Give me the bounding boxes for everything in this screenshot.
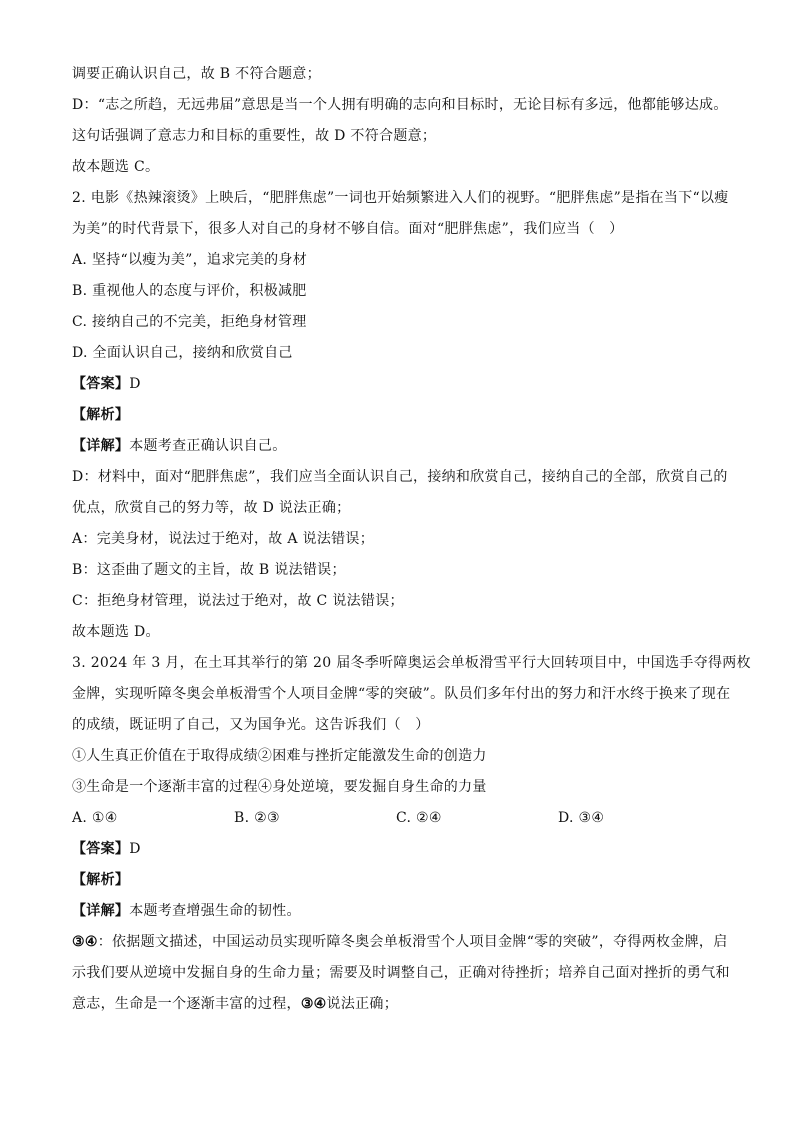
q2-option-c: C. 接纳自己的不完美，拒绝身材管理 (72, 314, 307, 330)
q3-choice-b: B. ②③ (234, 810, 280, 826)
q3-stem-line-2: 金牌，实现听障冬奥会单板滑雪个人项目金牌“零的突破”。队员们多年付出的努力和汗水终于换来了现在 (72, 686, 731, 702)
q2-explanation-4: B：这歪曲了题文的主旨，故 B 说法错误； (72, 562, 346, 578)
explanation-text: 意志，生命是一个逐渐丰富的过程， (72, 996, 301, 1012)
q3-analysis (72, 870, 722, 891)
q2-stem-line-2: 为美”的时代背景下，很多人对自己的身材不够自信。面对“肥胖焦虑”，我们应当（ ） (72, 221, 624, 237)
q3-statements-2: ③生命是一个逐渐丰富的过程④身处逆境，要发掘自身生命的力量 (72, 779, 487, 795)
q2-option-b: B. 重视他人的态度与评价，积极减肥 (72, 283, 307, 299)
q3-choices (72, 808, 722, 829)
q3-answer (72, 839, 722, 860)
q2-option-d: D. 全面认识自己，接纳和欣赏自己 (72, 345, 293, 361)
answer-value: D (129, 376, 141, 392)
q3-choice-a: A. ①④ (72, 810, 118, 826)
answer-tag: 【答案】 (72, 841, 130, 857)
q2-option-a: A. 坚持“以瘦为美”，追求完美的身材 (72, 252, 308, 268)
q2-detail (72, 436, 722, 457)
q1-tail-line-3: 这句话强调了意志力和目标的重要性，故 D 不符合题意； (72, 128, 437, 144)
analysis-tag: 【解析】 (72, 872, 130, 888)
q2-explanation-3: A：完美身材，说法过于绝对，故 A 说法错误； (72, 531, 375, 547)
q2-stem-line-1: 2. 电影《热辣滚烫》上映后，“肥胖焦虑”一词也开始频繁进入人们的视野。“肥胖焦虑”是指在当下“以瘦 (72, 190, 729, 206)
q2-explanation-1: D：材料中，面对“肥胖焦虑”，我们应当全面认识自己，接纳和欣赏自己，接纳自己的全部，欣赏自己的 (72, 469, 728, 485)
statement-numbers: ③④ (72, 934, 98, 950)
answer-value: D (129, 841, 141, 857)
q3-statements-1: ①人生真正价值在于取得成绩②困难与挫折定能激发生命的创造力 (72, 748, 487, 764)
q2-analysis (72, 405, 722, 426)
answer-tag: 【答案】 (72, 376, 130, 392)
q1-tail-line-1: 调要正确认识自己，故 B 不符合题意； (72, 66, 321, 82)
q3-choice-c: C. ②④ (396, 810, 442, 826)
explanation-text: 说法正确； (326, 996, 399, 1012)
q3-explanation-2: 示我们要从逆境中发掘自身的生命力量；需要及时调整自己，正确对待挫折；培养自己面对挫折的勇气和 (72, 965, 730, 981)
analysis-tag: 【解析】 (72, 407, 130, 423)
q1-tail-line-2: D：“志之所趋，无远弗届”意思是当一个人拥有明确的志向和目标时，无论目标有多远，他都能够达成。 (72, 97, 728, 113)
q3-explanation-3 (72, 994, 722, 1015)
q2-conclusion: 故本题选 D。 (72, 624, 160, 640)
q2-explanation-2: 优点，欣赏自己的努力等，故 D 说法正确； (72, 500, 351, 516)
detail-text: 本题考查增强生命的韧性。 (129, 903, 301, 919)
q3-choice-d: D. ③④ (558, 810, 605, 826)
q2-answer (72, 374, 722, 395)
detail-tag: 【详解】 (72, 438, 130, 454)
explanation-text: ：依据题文描述，中国运动员实现听障冬奥会单板滑雪个人项目金牌“零的突破”，夺得两枚金牌，启 (97, 934, 728, 950)
statement-numbers: ③④ (300, 996, 327, 1012)
q2-explanation-5: C：拒绝身材管理，说法过于绝对，故 C 说法错误； (72, 593, 404, 609)
q3-explanation-1 (72, 932, 728, 953)
q1-conclusion: 故本题选 C。 (72, 159, 160, 175)
q3-detail (72, 901, 722, 922)
q3-stem-line-3: 的成绩，既证明了自己，又为国争光。这告诉我们（ ） (72, 717, 430, 733)
detail-tag: 【详解】 (72, 903, 130, 919)
detail-text: 本题考查正确认识自己。 (129, 438, 287, 454)
document-page (72, 64, 751, 1025)
q3-stem-line-1: 3. 2024 年 3 月，在土耳其举行的第 20 届冬季听障奥运会单板滑雪平行大回转项目中，中国选手夺得两枚 (72, 655, 751, 671)
